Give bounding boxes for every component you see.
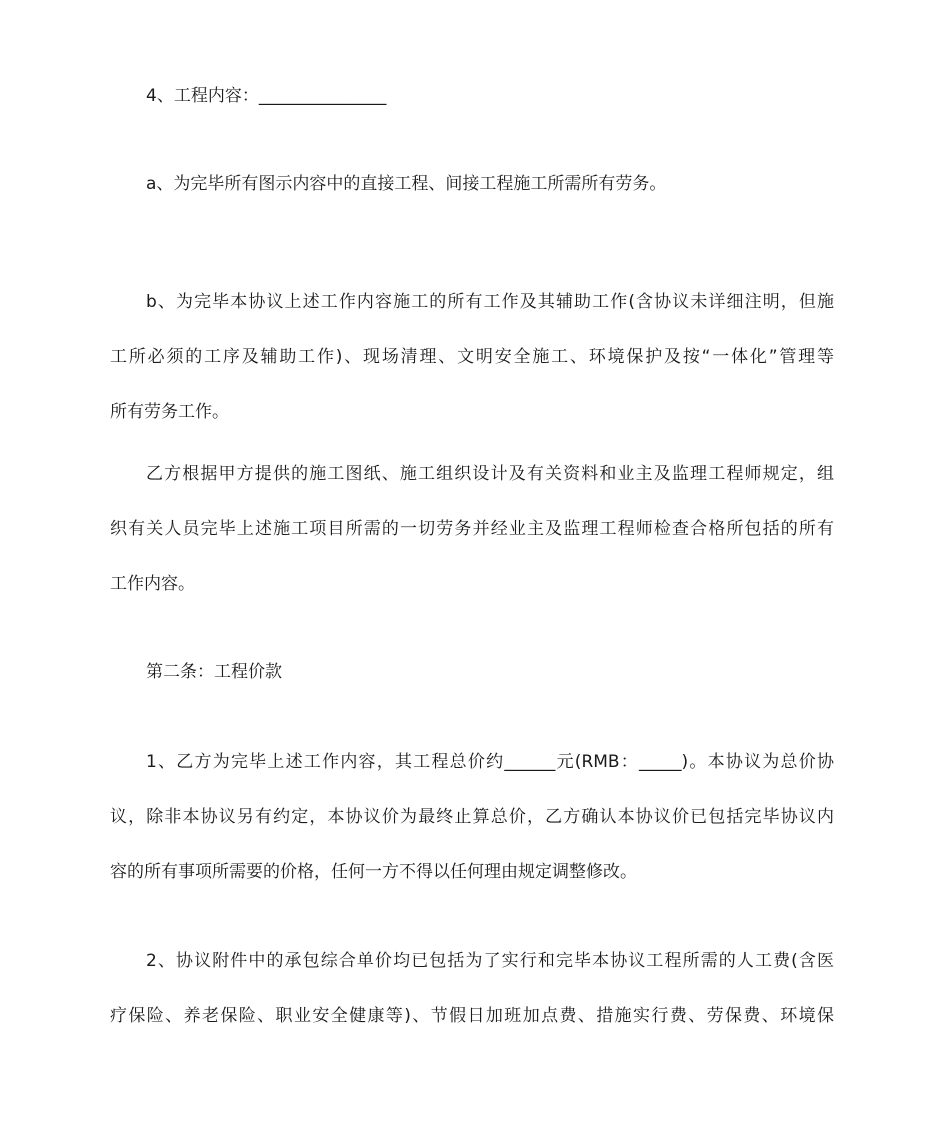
item-4-project-content: 4、工程内容：_______________ [146,86,387,106]
clause-1-line-2: 议，除非本协议另有约定，本协议价为最终止算总价，乙方确认本协议价已包括完毕协议内 [110,807,834,827]
article-2-heading: 第二条：工程价款 [146,662,282,682]
item-a-labor: a、为完毕所有图示内容中的直接工程、间接工程施工所需所有劳务。 [146,174,667,194]
item-b-line-3: 所有劳务工作。 [110,402,229,422]
clause-1-line-3: 容的所有事项所需要的价格，任何一方不得以任何理由规定调整修改。 [110,862,637,882]
party-b-paragraph-line-1: 乙方根据甲方提供的施工图纸、施工组织设计及有关资料和业主及监理工程师规定，组 [146,464,834,484]
party-b-paragraph-line-2: 织有关人员完毕上述施工项目所需的一切劳务并经业主及监理工程师检查合格所包括的所有 [110,519,834,539]
party-b-paragraph-line-3: 工作内容。 [110,574,195,594]
clause-2-line-2: 疗保险、养老保险、职业安全健康等)、节假日加班加点费、措施实行费、劳保费、环境保 [110,1006,834,1026]
clause-1-line-1: 1、乙方为完毕上述工作内容，其工程总价约______元(RMB：_____)。本协议为总价协 [146,752,834,772]
item-b-line-2: 工所必须的工序及辅助工作)、现场清理、文明安全施工、环境保护及按“一体化”管理等 [110,347,834,367]
clause-2-line-1: 2、协议附件中的承包综合单价均已包括为了实行和完毕本协议工程所需的人工费(含医 [146,951,834,971]
item-b-line-1: b、为完毕本协议上述工作内容施工的所有工作及其辅助工作(含协议未详细注明，但施 [146,292,834,312]
